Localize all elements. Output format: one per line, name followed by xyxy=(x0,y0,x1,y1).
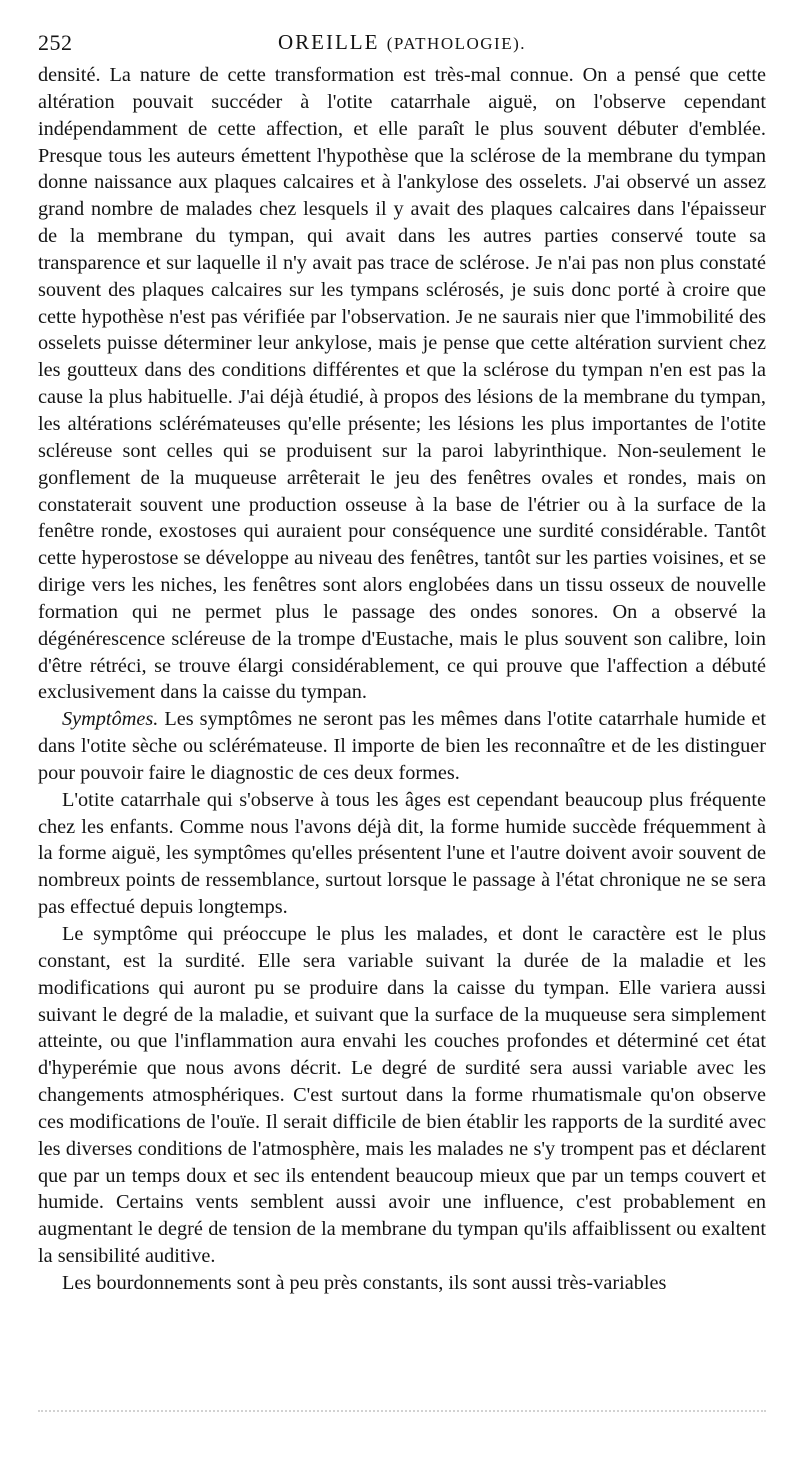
page-number: 252 xyxy=(38,30,73,55)
section-heading: Symptômes. xyxy=(62,708,159,731)
paragraph: Les bourdonnements sont à peu près constants, ils sont aussi très-variables xyxy=(62,1271,667,1294)
body-text xyxy=(38,62,766,1297)
paragraph: L'otite catarrhale qui s'observe à tous les âges est cependant beaucoup plus fréquente chez les enfants. Comme nous l'avons déjà dit, la forme humide succède fréquemment à la forme aiguë, les symptômes qu'elles présentent l'une et l'autre doivent avoir souvent de nombreux points de ressemblance, surtout lorsque le passage à l'état chronique ne se sera pas effectué depuis longtemps. xyxy=(38,788,766,919)
running-title-main: OREILLE xyxy=(277,30,380,54)
paragraph: densité. La nature de cette transformation est très-mal connue. On a pensé que cette altération pouvait succéder à l'otite catarrhale aiguë, on l'observe cependant indépendamment de cette affection, et elle paraît le plus souvent débuter d'emblée. Presque tous les auteurs émettent l'hypothèse que la sclérose de la membrane du tympan donne naissance aux plaques calcaires et à l'ankylose des osselets. J'ai observé un assez grand nombre de malades chez lesquels il y avait des plaques calcaires dans l'épaisseur de la membrane du tympan, qui avait dans les autres parties conservé toute sa transparence et sur laquelle il n'y avait pas trace de sclérose. Je n'ai pas non plus constaté souvent des plaques calcaires sur les tympans sclérosés, je suis donc porté à croire que cette hypothèse n'est pas vérifiée par l'observation. Je ne saurais nier que l'immobilité des osselets puisse déterminer leur ankylose, mais je pense que cette altération survient chez les goutteux dans des conditions différentes et que la sclérose du tympan n'en est pas la cause la plus habituelle. J'ai déjà étudié, à propos des lésions de la membrane du tympan, les altérations sclérémateuses qu'elle présente; les lésions les plus importantes de l'otite scléreuse sont celles qui se produisent sur la paroi labyrinthique. Non-seulement le gonflement de la muqueuse arrêterait le jeu des fenêtres ovales et rondes, mais on constaterait souvent une production osseuse à la base de l'étrier ou à la surface de la fenêtre ronde, exostoses qui auraient pour conséquence une surdité considérable. Tantôt cette hyperostose se développe au niveau des fenêtres, tantôt sur les parties voisines, et se dirige vers les niches, les fenêtres sont alors englobées dans un tissu osseux de nouvelle formation qui ne permet plus le passage des ondes sonores. On a observé la dégénérescence scléreuse de la trompe d'Eustache, mais le plus souvent son calibre, loin d'être rétréci, se trouve élargi considérablement, ce qui prouve que l'affection a débuté exclusivement dans la caisse du tympan. xyxy=(38,64,766,704)
document-page xyxy=(38,28,766,1297)
running-title xyxy=(38,30,766,55)
paragraph: Le symptôme qui préoccupe le plus les malades, et dont le caractère est le plus constant, est la surdité. Elle sera variable suivant la durée de la maladie et les modifications qui auront pu se produire dans la caisse du tympan. Elle variera aussi suivant le degré de la maladie, et suivant que la surface de la muqueuse sera simplement atteinte, ou que l'inflammation aura envahi les couches profondes et déterminé cet état d'hyperémie que nous avons décrit. Le degré de surdité sera aussi variable avec les changements atmosphériques. C'est surtout dans la forme rhumatismale qu'on observe ces modifications de l'ouïe. Il serait difficile de bien établir les rapports de la surdité avec les diverses conditions de l'atmosphère, mais les malades ne s'y trompent pas et déclarent que par un temps doux et sec ils entendent beaucoup mieux que par un temps couvert et humide. Certains vents semblent aussi avoir une influence, c'est probablement en augmentant le degré de tension de la membrane du tympan qu'ils affaiblissent ou exaltent la sensibilité auditive. xyxy=(38,923,766,1268)
running-head xyxy=(38,28,766,62)
paragraph xyxy=(38,706,766,787)
page-bottom-speckle xyxy=(38,1410,766,1418)
paragraph-text: Les symptômes ne seront pas les mêmes dans l'otite catarrhale humide et dans l'otite sèche ou sclérémateuse. Il importe de bien les reconnaître et de les distinguer pour pouvoir faire le diagnostic de ces deux formes. xyxy=(38,708,766,784)
running-title-subtitle: (PATHOLOGIE). xyxy=(386,34,526,53)
